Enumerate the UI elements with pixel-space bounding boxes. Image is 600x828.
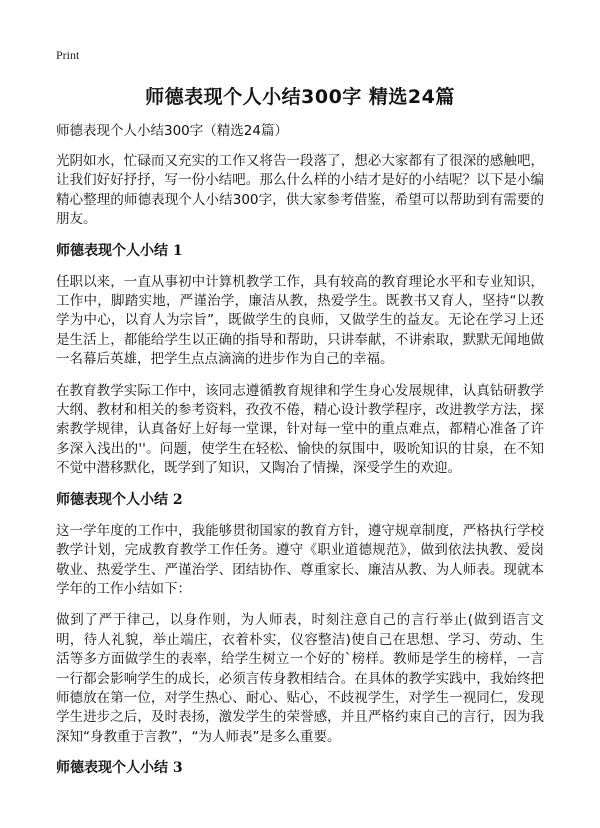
section-1-paragraph-2: 在教育教学实际工作中，该同志遵循教育规律和学生身心发展规律，认真钻研教学大纲、教材和相关的参考资料，孜孜不倦，精心设计教学程序，改进教学方法，探索教学规律，认真备好上好每一堂课，针对每一堂中的重点难点，都精心准备了许多深入浅出的''。问题，使学生在轻松、愉快的氛围中，吸吮知识的甘泉，在不知不觉中潜移默化，既学到了知识，又陶冶了情操，深受学生的欢迎。 (56, 382, 544, 477)
section-heading-3: 师德表现个人小结 3 (56, 760, 183, 777)
section-heading-1: 师德表现个人小结 1 (56, 242, 183, 259)
document-subtitle: 师德表现个人小结300字（精选24篇） (56, 123, 288, 139)
section-2-paragraph-2: 做到了严于律己，以身作则，为人师表，时刻注意自己的言行举止(做到语言文明，待人礼貌，举止端庄，衣着朴实，仪容整洁)使自己在思想、学习、劳动、生活等多方面做学生的表率，给学生树立一个好的`榜样。教师是学生的榜样，一言一行都会影响学生的成长，必须言传身教相结合。在具体的教学实践中，我始终把师德放在第一位，对学生热心、耐心、贴心，不歧视学生，对学生一视同仁，发现学生进步之后，及时表扬，激发学生的荣誉感，并且严格约束自己的言行，因为我深知“身教重于言教”，“为人师表”是多么重要。 (56, 612, 544, 745)
section-heading-2: 师德表现个人小结 2 (56, 491, 183, 508)
section-1-paragraph-1: 任职以来，一直从事初中计算机教学工作，具有较高的教育理论水平和专业知识，工作中，脚踏实地，严谨治学，廉洁从教，热爱学生。既教书又育人，坚持“以教学为中心，以育人为宗旨”，既做学生的良师，又做学生的益友。无论在学习上还是生活上，都能给学生以正确的指导和帮助，只讲奉献，不讲索取，默默无闻地做一名幕后英雄，把学生点点滴滴的进步作为自己的幸福。 (56, 273, 544, 368)
intro-paragraph: 光阴如水，忙碌而又充实的工作又将告一段落了，想必大家都有了很深的感触吧，让我们好好抒抒，写一份小结吧。那么什么样的小结才是好的小结呢？以下是小编精心整理的师德表现个人小结300字，供大家参考借鉴，希望可以帮助到有需要的朋友。 (56, 153, 544, 228)
print-link[interactable]: Print (56, 48, 80, 62)
section-2-paragraph-1: 这一学年度的工作中，我能够贯彻国家的教育方针，遵守规章制度，严格执行学校教学计划，完成教育教学工作任务。遵守《职业道德规范》，做到依法执教、爱岗敬业、热爱学生、严谨治学、团结协作、尊重家长、廉洁从教、为人师表。现就本学年的工作小结如下： (56, 522, 544, 597)
document-title: 师德表现个人小结300字 精选24篇 (145, 86, 455, 108)
